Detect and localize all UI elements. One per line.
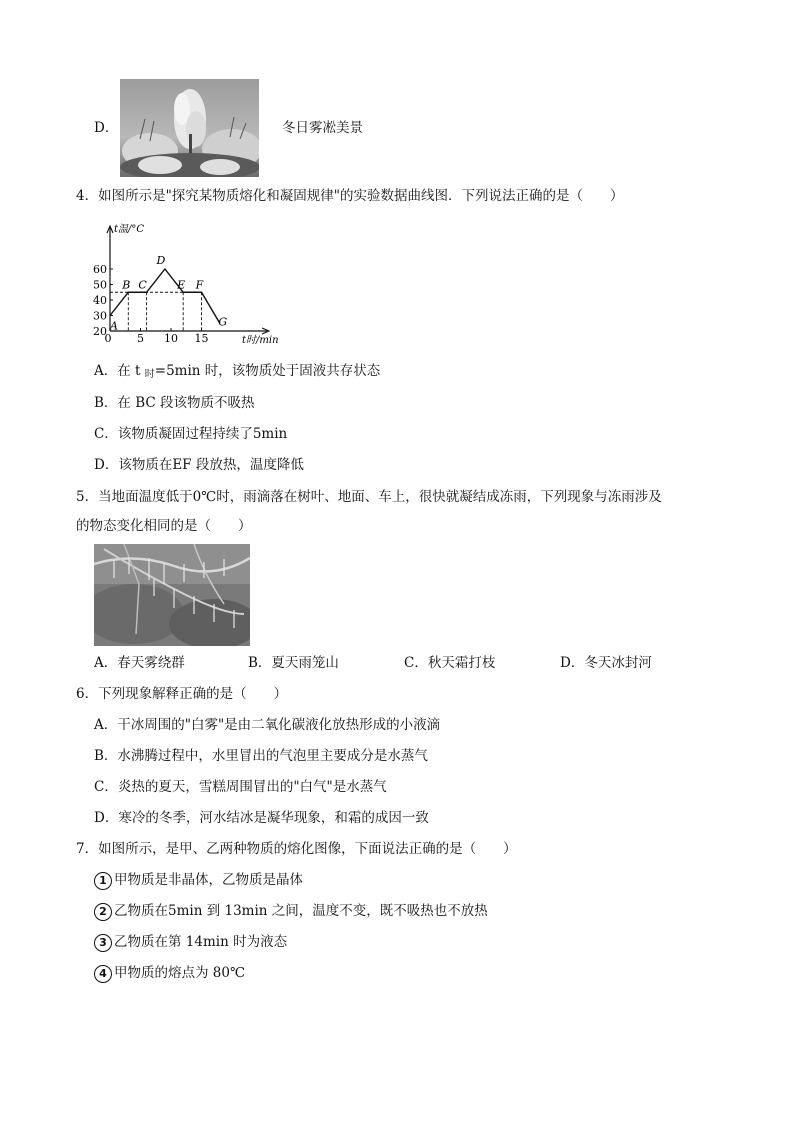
q6-option-d-label: D． [94,810,119,826]
q7-statement-1 [94,871,303,890]
q4-option-d [94,456,304,474]
point-label-D: D [156,254,166,267]
q7-statement-1-text: 甲物质是非晶体，乙物质是晶体 [114,872,303,888]
circled-number-4: 4 [94,965,112,983]
circled-number-1: 1 [94,872,112,890]
q7-statement-4 [94,964,245,983]
q6-option-d [94,809,429,827]
temperature-curve [110,269,220,323]
y-axis-label: t温/°C [114,224,145,235]
q4-stem: 4．如图所示是"探究某物质熔化和凝固规律"的实验数据曲线图．下列说法正确的是（ ） [76,188,624,204]
q5-option-b-label: B． [248,655,272,671]
q4-option-b-text: 在 BC 段该物质不吸热 [117,395,255,411]
q6-option-c-text: 炎热的夏天，雪糕周围冒出的"白气"是水蒸气 [117,779,387,795]
frost-tree-photo [120,79,259,177]
q5-option-b-text: 夏天雨笼山 [271,655,339,671]
q4-option-a [94,362,380,382]
point-label-G: G [218,315,228,329]
x-axis-label: t时/min [242,335,279,346]
q7-statement-3-text: 乙物质在第 14min 时为液态 [114,934,288,950]
y-tick-label-60: 60 [93,263,107,276]
q5-option-a-label: A． [94,655,118,671]
q4-option-a-pre: 在 t [117,363,145,379]
q5-option-c-text: 秋天霜打枝 [427,655,496,671]
q6-option-a-label: A． [94,717,118,733]
circled-number-3: 3 [94,934,112,952]
y-tick-label-50: 50 [93,278,107,292]
y-tick-label-40: 40 [93,294,107,307]
q5-option-b [248,654,339,672]
q4-option-a-sub: 时 [144,369,155,380]
q4-option-c [94,425,287,443]
q5-option-a-text: 春天雾绕群 [117,655,185,671]
q4-option-a-label: A． [94,363,118,379]
q4-option-c-text: 该物质凝固过程持续了5min [117,426,288,442]
y-tick-label-20: 20 [93,325,107,338]
y-tick-label-30: 30 [93,309,107,323]
x-tick-label-0: 0 [104,332,112,345]
q6-option-c-label: C． [94,779,118,795]
q6-stem: 6．下列现象解释正确的是（ ） [76,686,288,702]
x-tick-label-10: 10 [164,332,178,345]
q3-option-d-caption: 冬日雾凇美景 [282,120,363,136]
q5-option-d [560,654,652,672]
q7-statement-2 [94,902,488,921]
point-label-F: F [195,278,204,292]
q4-option-d-text: 该物质在EF 段放热，温度降低 [118,457,304,473]
q5-option-d-text: 冬天冰封河 [584,655,652,671]
q4-option-b-label: B． [94,395,118,411]
x-tick-label-5: 5 [137,332,144,345]
q6-option-a-text: 干冰周围的"白雾"是由二氧化碳液化放热形成的小液滴 [117,717,441,733]
q4-option-c-label: C． [94,426,118,442]
x-tick-label-15: 15 [194,332,209,345]
point-label-B: B [122,278,131,292]
q5-option-a [94,654,185,672]
q7-statement-2-text: 乙物质在5min 到 13min 之间，温度不变，既不吸热也不放热 [114,903,488,919]
point-label-E: E [177,278,186,292]
q5-option-d-label: D． [560,655,585,671]
point-label-C: C [138,278,147,292]
q4-option-d-label: D． [94,457,119,473]
q4-option-a-post: =5min 时，该物质处于固液共存状态 [154,363,381,379]
q4-option-b [94,394,255,412]
circled-number-2: 2 [94,903,112,921]
q5-stem-line1: 5．当地面温度低于0℃时，雨滴落在树叶、地面、车上，很快就凝结成冻雨，下列现象与冻雨涉及 [76,489,662,505]
q6-option-d-text: 寒冷的冬季，河水结冰是凝华现象，和霜的成因一致 [118,810,429,826]
point-label-A: A [110,319,118,333]
q5-stem-line2: 的物态变化相同的是（ ） [76,518,252,534]
q6-option-a [94,716,440,734]
freezing-rain-photo [94,544,250,646]
q6-option-b-text: 水沸腾过程中，水里冒出的气泡里主要成分是水蒸气 [117,748,428,764]
q5-option-c [404,654,495,672]
q7-statement-4-text: 甲物质的熔点为 80℃ [114,965,246,981]
q5-option-c-label: C． [404,655,428,671]
q6-option-b-label: B． [94,748,118,764]
q7-statement-3 [94,933,287,952]
q6-option-b [94,747,428,765]
q6-option-c [94,778,387,796]
melting-curve-chart [92,220,302,350]
q7-stem: 7．如图所示，是甲、乙两种物质的熔化图像，下面说法正确的是（ ） [76,841,517,857]
q3-option-d-label: D． [94,120,119,136]
